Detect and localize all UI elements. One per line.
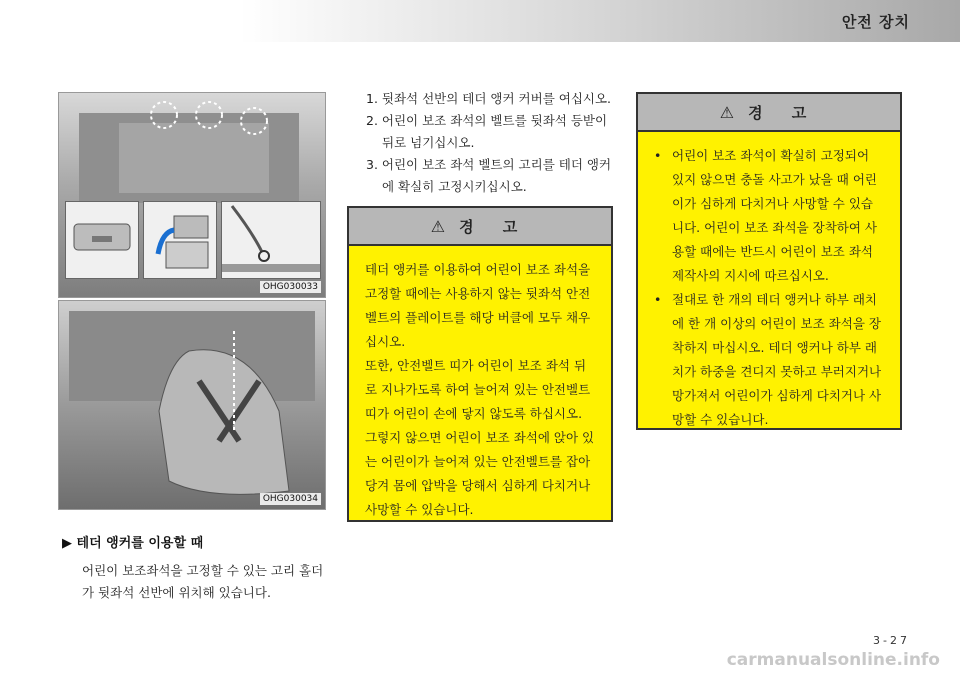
warning-triangle-icon: ⚠ [719,102,735,122]
warning-header [349,208,611,246]
instruction-steps [366,88,620,198]
bullet-text: 어린이 보조 좌석이 확실히 고정되어 있지 않으면 충돌 사고가 났을 때 어린이가 심하게 다치거나 사망할 수 있습니다. 어린이 보조 좌석을 장착하여 사용할 때에는 반드시 어린이 보조 좌석 제작사의 지시에 따르십시오. [672,148,877,283]
figure-code-bottom: OHG030034 [260,493,321,505]
step-3: 3. 어린이 보조 좌석 벨트의 고리를 테더 앵커 [366,157,612,172]
warning-paragraph: 테더 앵커를 이용하여 어린이 보조 좌석을 고정할 때에는 사용하지 않는 뒷좌석 안전벨트의 플레이트를 해당 버클에 모두 채우십시오. [365,262,591,349]
bullet-dot-icon: • [654,148,662,163]
step-2-cont: 뒤로 넘기십시오. [382,135,475,150]
warning-bullet [654,288,884,432]
page-number: 3-27 [873,634,910,647]
bullet-dot-icon: • [654,292,662,307]
warning-triangle-icon: ⚠ [430,216,446,236]
header-bar [0,0,960,42]
bullet-text: 절대로 한 개의 테더 앵커나 하부 래치에 한 개 이상의 어린이 보조 좌석을 장착하지 마십시오. 테더 앵커나 하부 래치가 하중을 견디지 못하고 부러지거나 망가져서 어린이가 심하게 다치거나 사망할 수 있습니다. [672,292,882,427]
warning-title: 경 고 [459,217,530,236]
tether-hook-inset [221,201,321,279]
child-seat-illustration [59,301,325,509]
warning-body [638,132,900,444]
section-description: 어린이 보조좌석을 고정할 수 있는 고리 홀더가 뒷좌석 선반에 위치해 있습니다. [82,563,324,600]
watermark: carmanualsonline.info [726,650,940,670]
warning-header [638,94,900,132]
anchor-cover-inset [65,201,139,279]
step-2: 2. 어린이 보조 좌석의 벨트를 뒷좌석 등받이 [366,113,608,128]
step-1: 1. 뒷좌석 선반의 테더 앵커 커버를 여십시오. [366,91,612,106]
section-heading-text: 테더 앵커를 이용할 때 [76,536,204,551]
warning-title: 경 고 [748,103,819,122]
section-title: 안전 장치 [841,13,910,31]
step-3-cont: 에 확실히 고정시키십시오. [382,179,527,194]
child-seat-photo [58,300,326,510]
warning-body [349,246,611,534]
section-heading [62,532,203,551]
warning-paragraph: 또한, 안전벨트 띠가 어린이 보조 좌석 뒤로 지나가도록 하여 늘어져 있는 안전벨트 띠가 어린이 손에 닿지 않도록 하십시오. 그렇지 않으면 어린이 보조 좌석에 앉아 있는 어린이가 늘어져 있는 안전벨트를 잡아당겨 몸에 압박을 당해서 심하게 다치거나 사망할 수 있습니다. [365,358,595,517]
cover-open-inset [143,201,217,279]
triangle-arrow-icon: ▶ [62,536,72,551]
warning-box-tether [347,206,613,522]
figure-code-top: OHG030033 [260,281,321,293]
rear-shelf-photo [58,92,326,298]
warning-box-child-seat [636,92,902,430]
warning-bullet [654,144,884,288]
